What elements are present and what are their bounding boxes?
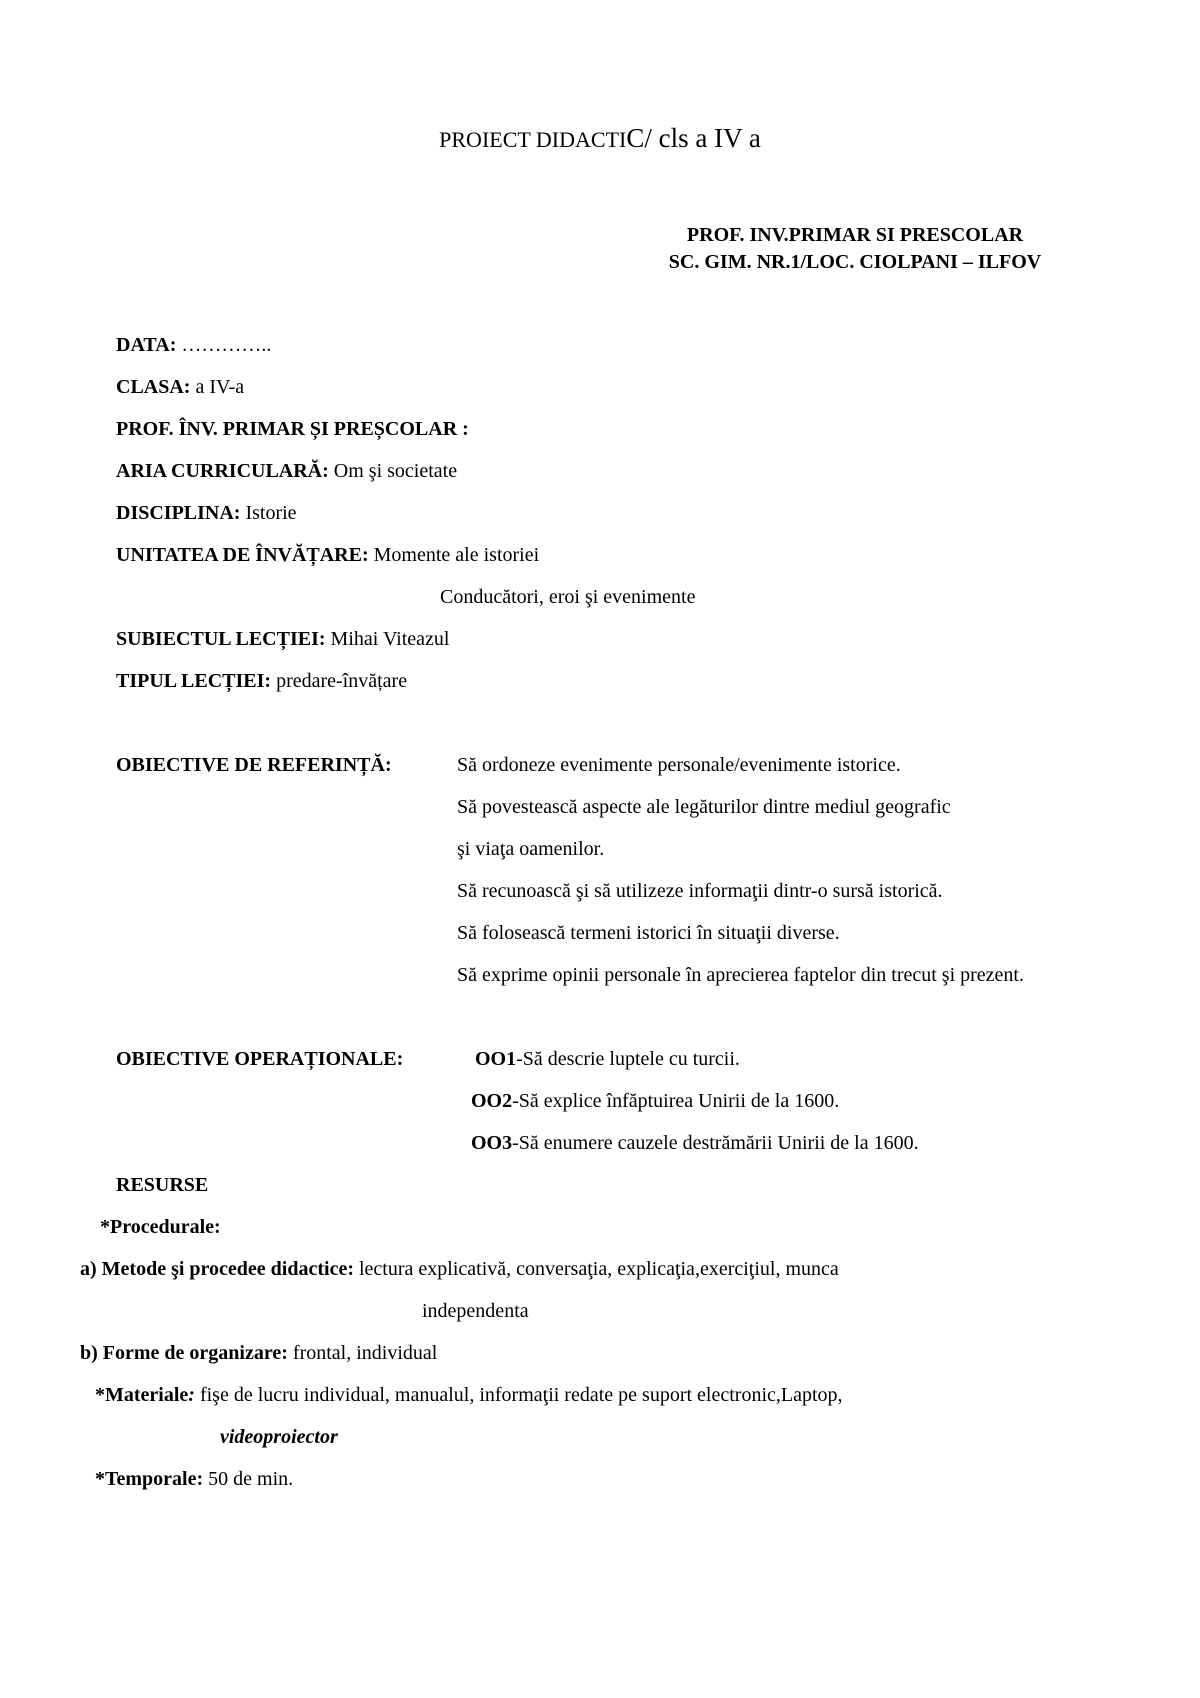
field-aria-value: Om şi societate [333,460,458,482]
temporale-label: *Temporale: [95,1468,204,1490]
field-clasa [116,375,244,399]
obiectiv-referinta-item: Să povestească aspecte ale legăturilor dintre mediul geografic [457,796,951,818]
field-prof [116,417,469,441]
field-data [116,333,271,357]
obiectiv-operational-text: -Să descrie luptele cu turcii. [516,1048,740,1070]
obiective-operationale-label [116,1047,403,1071]
field-unitatea [116,543,539,567]
obiective-operationale-label-text: OBIECTIVE OPERAȚIONALE: [116,1048,404,1070]
temporale-row [95,1467,293,1491]
document-title [0,124,1200,154]
obiectiv-operational-code: OO2 [471,1090,513,1112]
field-data-value: ………….. [181,334,272,356]
forme-value: frontal, individual [292,1342,438,1364]
obiectiv-operational-code: OO3 [471,1132,513,1154]
materiale-value-2-text: videoproiector [220,1426,338,1448]
field-disciplina-label: DISCIPLINA: [116,502,241,524]
obiectiv-referinta-item: Să ordoneze evenimente personale/evenimente istorice. [457,754,901,776]
obiectiv-referinta-item: Să recunoască şi să utilizeze informaţii dintr-o sursă istorică. [457,880,943,902]
field-data-label: DATA: [116,334,177,356]
title-tail: C/ cls a IV a [626,123,761,153]
obiectiv-referinta-item: Să exprime opinii personale în aprecierea faptelor din trecut şi prezent. [457,964,1024,986]
forme-label: b) Forme de organizare: [80,1342,288,1364]
obiectiv-operational-item [475,1047,740,1071]
obiective-referinta-label [116,753,392,777]
obiectiv-operational-text: -Să explice înfăptuirea Unirii de la 1600. [512,1090,840,1112]
obiectiv-referinta-item: şi viaţa oamenilor. [457,838,605,860]
materiale-label: *Materiale [95,1384,189,1406]
metode-row [80,1257,839,1281]
obiectiv-operational-code: OO1 [475,1048,517,1070]
obiectiv-referinta-item: Să folosească termeni istorici în situaţii diverse. [457,922,840,944]
author-line-2: SC. GIM. NR.1/LOC. CIOLPANI – ILFOV [668,251,1042,273]
field-unitatea-value: Momente ale istoriei [373,544,540,566]
field-tipul-value: predare-învățare [276,670,408,692]
field-unitatea-label: UNITATEA DE ÎNVĂȚARE: [116,544,369,566]
materiale-colon: : [188,1384,195,1406]
obiectiv-operational-text: -Să enumere cauzele destrămării Unirii de la 1600. [512,1132,919,1154]
field-tipul [116,669,407,693]
materiale-value-2 [220,1425,338,1449]
field-subiectul-label: SUBIECTUL LECȚIEI: [116,628,326,650]
procedurale-heading [100,1215,221,1239]
field-subiectul-value: Mihai Viteazul [330,628,450,650]
field-subiectul [116,627,450,651]
field-disciplina [116,501,297,525]
author-block [620,222,1090,276]
obiectiv-operational-item [471,1089,839,1113]
field-aria-label: ARIA CURRICULARĂ: [116,460,329,482]
title-main: PROIECT DIDACTI [439,127,627,152]
field-aria [116,459,457,483]
author-line-1: PROF. INV.PRIMAR SI PRESCOLAR [686,224,1024,246]
field-unitatea-value-2: Conducători, eroi şi evenimente [440,586,696,608]
field-clasa-value: a IV-a [195,376,245,398]
obiectiv-operational-item [471,1131,919,1155]
field-prof-label: PROF. ÎNV. PRIMAR ȘI PREȘCOLAR : [116,418,469,440]
field-disciplina-value: Istorie [245,502,297,524]
temporale-value: 50 de min. [208,1468,294,1490]
materiale-value: fişe de lucru individual, manualul, informaţii redate pe suport electronic,Laptop, [199,1384,843,1406]
resurse-heading [116,1173,208,1197]
forme-row [80,1341,437,1365]
metode-label: a) Metode şi procedee didactice: [80,1258,354,1280]
obiective-referinta-label-text: OBIECTIVE DE REFERINȚĂ: [116,754,392,776]
resurse-heading-text: RESURSE [116,1174,209,1196]
metode-value-2: independenta [422,1300,529,1322]
metode-value: lectura explicativă, conversaţia, explicaţia,exerciţiul, munca [359,1258,839,1280]
materiale-row [95,1383,843,1407]
field-tipul-label: TIPUL LECȚIEI: [116,670,272,692]
procedurale-heading-text: *Procedurale: [100,1216,221,1238]
field-clasa-label: CLASA: [116,376,191,398]
